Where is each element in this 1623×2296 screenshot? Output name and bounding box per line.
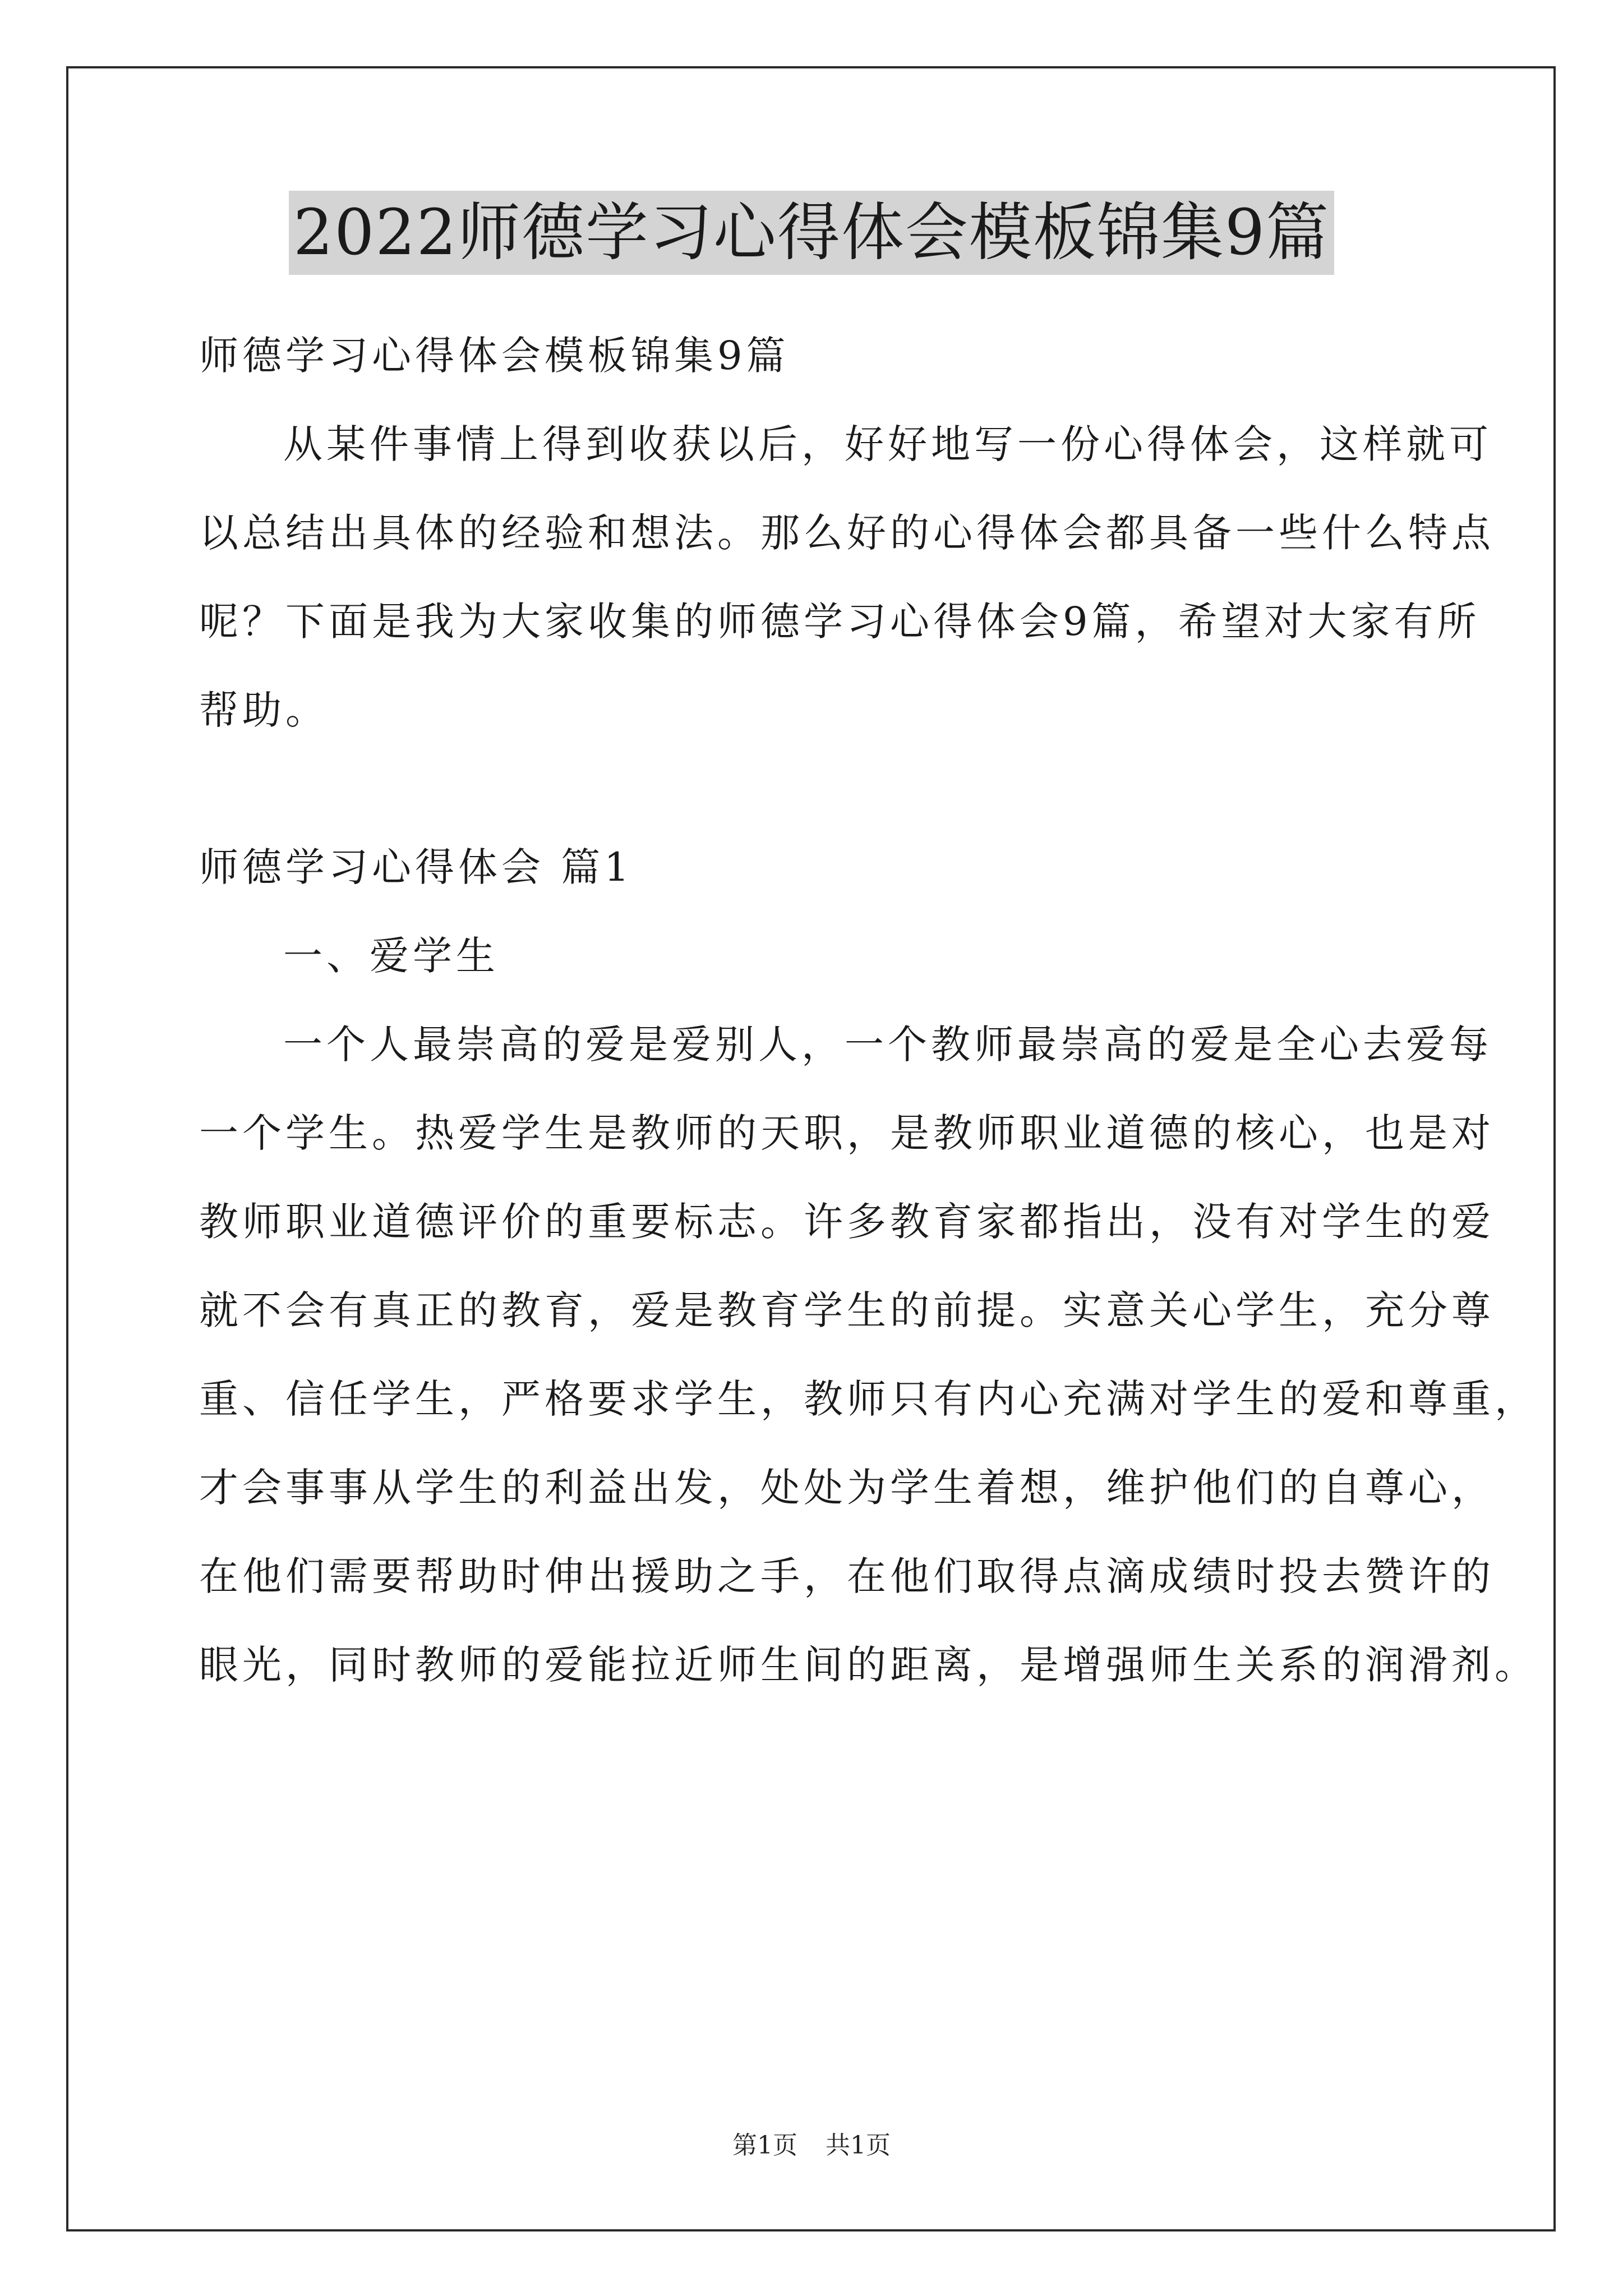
- title-container: [0, 191, 1623, 275]
- document-body: [199, 311, 1538, 1709]
- intro-line: 呢？下面是我为大家收集的师德学习心得体会9篇，希望对大家有所: [199, 599, 1481, 645]
- page-total: 共1页: [826, 2131, 891, 2160]
- section-subheading: 一、爱学生: [283, 933, 499, 979]
- body-line: 在他们需要帮助时伸出援助之手，在他们取得点滴成绩时投去赞许的: [199, 1553, 1495, 1599]
- intro-line: 从某件事情上得到收获以后，好好地写一份心得体会，这样就可: [283, 421, 1492, 467]
- document-subtitle: 师德学习心得体会模板锦集9篇: [199, 333, 790, 379]
- body-line: 就不会有真正的教育，爱是教育学生的前提。实意关心学生，充分尊: [199, 1287, 1495, 1333]
- body-line: 眼光，同时教师的爱能拉近师生间的距离，是增强师生关系的润滑剂。: [199, 1642, 1538, 1688]
- body-line: 一个人最崇高的爱是爱别人，一个教师最崇高的爱是全心去爱每: [283, 1022, 1492, 1068]
- body-line: 重、信任学生，严格要求学生，教师只有内心充满对学生的爱和尊重，: [199, 1376, 1538, 1422]
- page-number: 第1页: [732, 2131, 797, 2160]
- intro-line: 帮助。: [199, 687, 329, 733]
- body-line: 一个学生。热爱学生是教师的天职，是教师职业道德的核心，也是对: [199, 1110, 1495, 1156]
- document-title: 2022师德学习心得体会模板锦集9篇: [289, 191, 1334, 275]
- section-heading: 师德学习心得体会 篇1: [199, 844, 633, 890]
- body-line: 教师职业道德评价的重要标志。许多教育家都指出，没有对学生的爱: [199, 1199, 1495, 1245]
- page-footer: [0, 2129, 1623, 2162]
- body-line: 才会事事从学生的利益出发，处处为学生着想，维护他们的自尊心，: [199, 1465, 1495, 1511]
- paragraph-gap: [199, 754, 1433, 823]
- intro-line: 以总结出具体的经验和想法。那么好的心得体会都具备一些什么特点: [199, 510, 1495, 556]
